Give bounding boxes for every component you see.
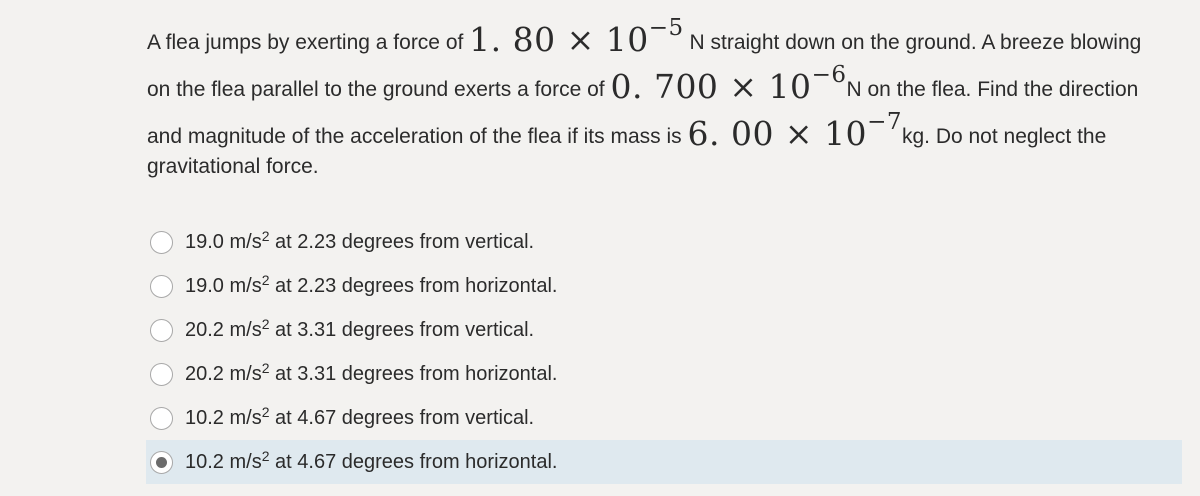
answer-unit-exponent: 2 [261,315,270,332]
answer-magnitude: 10.2 m/s [185,450,262,473]
answer-unit-exponent: 2 [261,271,270,288]
answer-unit-exponent: 2 [261,227,270,244]
answer-magnitude: 10.2 m/s [185,406,262,429]
answer-option[interactable] [146,396,1182,440]
push-force-value [469,15,684,59]
answer-label [185,315,535,342]
answer-label [185,447,558,474]
question-text-part-1: A flea jumps by exerting a force of [147,31,470,54]
breeze-force-value [610,62,847,106]
answer-option[interactable] [146,440,1182,484]
radio-button[interactable] [150,451,173,474]
answer-magnitude: 19.0 m/s [185,230,262,253]
answer-options [146,220,1182,484]
answer-unit-exponent: 2 [261,403,270,420]
answer-label [185,403,535,430]
mass-exponent: −7 [867,109,902,135]
breeze-force-exponent: −6 [811,62,847,88]
answer-direction: at 3.31 degrees from vertical. [269,318,535,341]
question-text-part-2: N straight down on the ground. A breeze blowing on the flea parallel to the ground exerts a force of [147,31,1142,101]
question-text-part-4: kg. Do not neglect the [901,125,1107,148]
radio-button[interactable] [150,319,173,342]
question-text-part-3: N on the flea. Find the direction and magnitude of the acceleration of the flea if its mass is [147,78,1139,148]
answer-unit-exponent: 2 [261,359,270,376]
answer-unit-exponent: 2 [261,447,270,464]
answer-direction: at 2.23 degrees from vertical. [269,230,535,253]
radio-selected-dot [156,457,167,468]
mass-mantissa: 6. 00 × 10 [687,114,868,153]
question-text [147,15,1167,181]
mass-value [687,109,902,153]
answer-magnitude: 20.2 m/s [185,318,262,341]
answer-magnitude: 19.0 m/s [185,274,262,297]
answer-label [185,227,535,254]
answer-direction: at 2.23 degrees from horizontal. [269,274,558,297]
answer-direction: at 4.67 degrees from horizontal. [269,450,558,473]
answer-direction: at 3.31 degrees from horizontal. [269,362,558,385]
radio-button[interactable] [150,275,173,298]
push-force-exponent: −5 [648,15,684,41]
radio-button[interactable] [150,363,173,386]
breeze-force-mantissa: 0. 700 × 10 [610,67,812,106]
question-text-part-5: gravitational force. [147,155,319,178]
answer-label [185,271,558,298]
radio-button[interactable] [150,407,173,430]
answer-option[interactable] [146,220,1182,264]
answer-option[interactable] [146,264,1182,308]
answer-direction: at 4.67 degrees from vertical. [269,406,535,429]
answer-option[interactable] [146,308,1182,352]
answer-magnitude: 20.2 m/s [185,362,262,385]
answer-label [185,359,558,386]
radio-button[interactable] [150,231,173,254]
push-force-mantissa: 1. 80 × 10 [469,20,649,59]
answer-option[interactable] [146,352,1182,396]
